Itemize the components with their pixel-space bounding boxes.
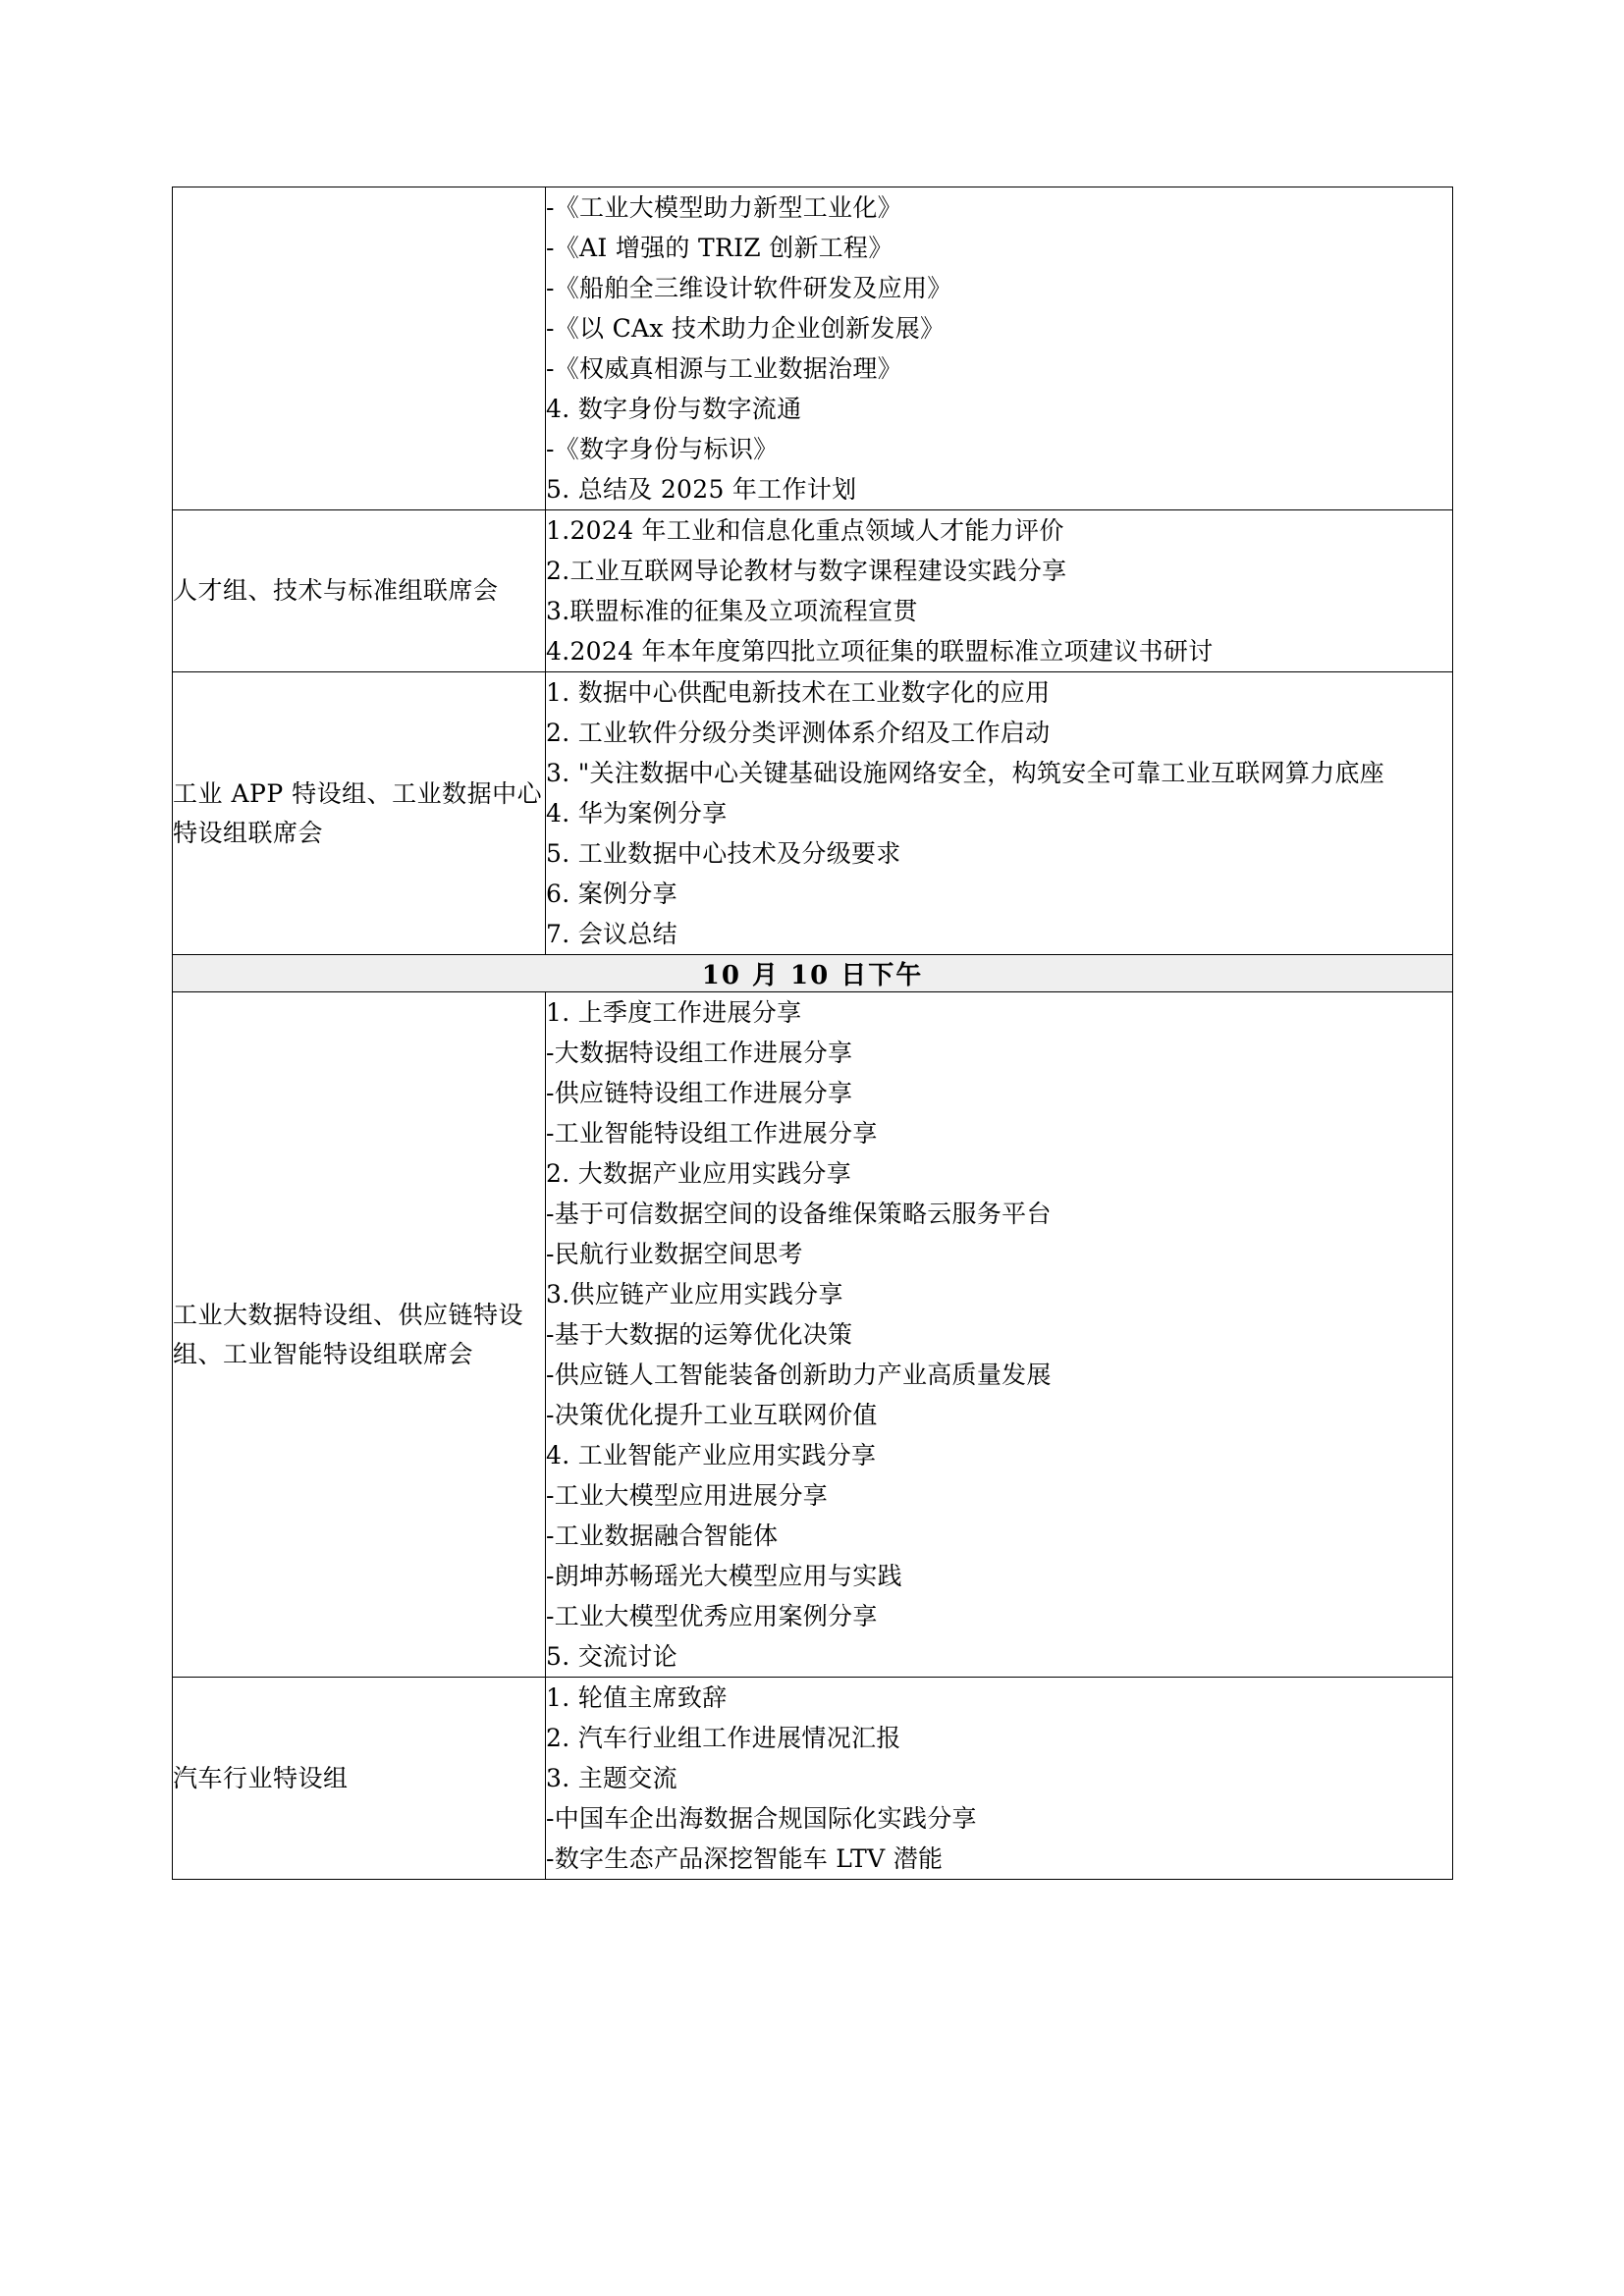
agenda-item: -《工业大模型助力新型工业化》: [546, 193, 902, 222]
agenda-item: 6. 案例分享: [546, 880, 677, 908]
table-row: [173, 187, 1453, 510]
agenda-item: -基于可信数据空间的设备维保策略云服务平台: [546, 1200, 1052, 1228]
agenda-item: 3. "关注数据中心关键基础设施网络安全，构筑安全可靠工业互联网算力底座: [546, 759, 1385, 787]
agenda-table-body: [173, 187, 1453, 1880]
agenda-item: -《AI 增强的 TRIZ 创新工程》: [546, 234, 893, 262]
agenda-item: -基于大数据的运筹优化决策: [546, 1320, 853, 1349]
table-row: [173, 992, 1453, 1678]
agenda-item: 3.供应链产业应用实践分享: [546, 1280, 843, 1308]
agenda-items-cell: [546, 672, 1453, 955]
agenda-item: 2. 工业软件分级分类评测体系介绍及工作启动: [546, 719, 1051, 747]
agenda-item: -工业数据融合智能体: [546, 1522, 779, 1550]
section-divider-row: [173, 955, 1453, 992]
agenda-item: 2. 汽车行业组工作进展情况汇报: [546, 1724, 901, 1752]
agenda-item: -工业智能特设组工作进展分享: [546, 1119, 878, 1148]
table-row: [173, 510, 1453, 672]
agenda-table: [172, 187, 1453, 1880]
agenda-item: 1.2024 年工业和信息化重点领域人才能力评价: [546, 516, 1064, 545]
agenda-item: 5. 交流讨论: [546, 1642, 677, 1671]
section-title: 10 月 10 日下午: [701, 961, 924, 990]
agenda-item: -民航行业数据空间思考: [546, 1240, 803, 1268]
group-name-cell: 工业大数据特设组、供应链特设组、工业智能特设组联席会: [173, 992, 546, 1678]
agenda-items-cell: [546, 187, 1453, 510]
agenda-items-cell: [546, 1678, 1453, 1880]
group-name-cell: 工业 APP 特设组、工业数据中心特设组联席会: [173, 672, 546, 955]
agenda-item: 5. 总结及 2025 年工作计划: [546, 475, 857, 504]
agenda-item: 2. 大数据产业应用实践分享: [546, 1159, 852, 1188]
agenda-item: -数字生态产品深挖智能车 LTV 潜能: [546, 1844, 944, 1873]
agenda-item: -大数据特设组工作进展分享: [546, 1039, 853, 1067]
agenda-item: 3.联盟标准的征集及立项流程宣贯: [546, 597, 918, 625]
agenda-item: -工业大模型优秀应用案例分享: [546, 1602, 878, 1630]
agenda-item: 1. 轮值主席致辞: [546, 1683, 728, 1712]
agenda-item: -《数字身份与标识》: [546, 435, 779, 463]
section-divider-cell: [173, 955, 1453, 992]
agenda-item: 1. 数据中心供配电新技术在工业数字化的应用: [546, 678, 1051, 707]
agenda-item: -朗坤苏畅瑶光大模型应用与实践: [546, 1562, 902, 1590]
group-name-cell: 汽车行业特设组: [173, 1678, 546, 1880]
agenda-item: -《以 CAx 技术助力企业创新发展》: [546, 314, 946, 343]
agenda-item: -中国车企出海数据合规国际化实践分享: [546, 1804, 977, 1833]
agenda-item: 4. 华为案例分享: [546, 799, 728, 828]
agenda-item: -供应链特设组工作进展分享: [546, 1079, 853, 1107]
agenda-items-cell: [546, 510, 1453, 672]
agenda-item: 5. 工业数据中心技术及分级要求: [546, 839, 901, 868]
agenda-item: 4.2024 年本年度第四批立项征集的联盟标准立项建议书研讨: [546, 637, 1214, 666]
agenda-item: 1. 上季度工作进展分享: [546, 998, 802, 1027]
group-name-cell: [173, 187, 546, 510]
agenda-item: 3. 主题交流: [546, 1764, 677, 1792]
agenda-item: -供应链人工智能装备创新助力产业高质量发展: [546, 1361, 1052, 1389]
agenda-item: -《权威真相源与工业数据治理》: [546, 354, 902, 383]
table-row: [173, 1678, 1453, 1880]
agenda-item: 7. 会议总结: [546, 920, 677, 948]
agenda-items-cell: [546, 992, 1453, 1678]
agenda-item: 4. 工业智能产业应用实践分享: [546, 1441, 877, 1469]
agenda-item: 2.工业互联网导论教材与数字课程建设实践分享: [546, 557, 1067, 585]
agenda-item: -决策优化提升工业互联网价值: [546, 1401, 878, 1429]
group-name-cell: 人才组、技术与标准组联席会: [173, 510, 546, 672]
agenda-item: -工业大模型应用进展分享: [546, 1481, 829, 1510]
table-row: [173, 672, 1453, 955]
agenda-item: 4. 数字身份与数字流通: [546, 395, 802, 423]
agenda-item: -《船舶全三维设计软件研发及应用》: [546, 274, 952, 302]
